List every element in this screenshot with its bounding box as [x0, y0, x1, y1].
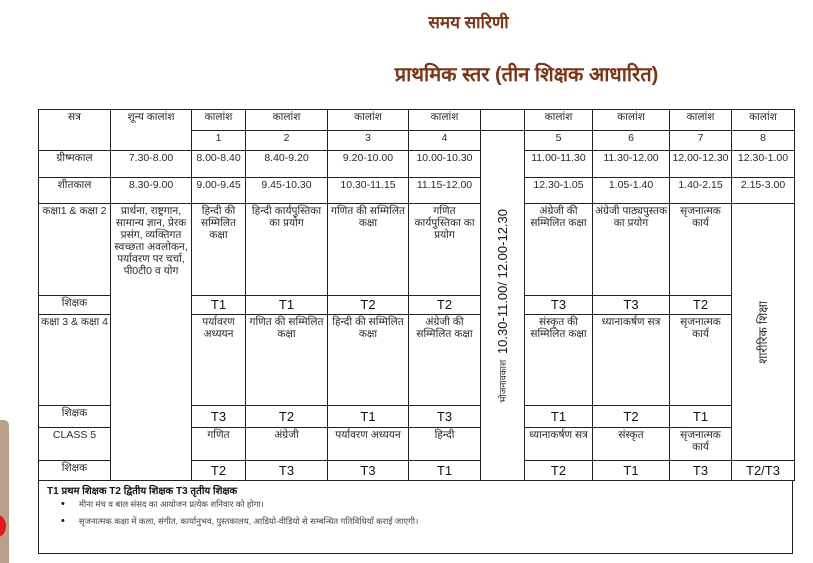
summer-time: 9.20-10.00: [328, 151, 409, 178]
teacher-cell: T2: [593, 406, 670, 428]
physical-education-cell: [732, 204, 795, 461]
teacher-cell: T1: [246, 296, 328, 315]
subject-cell: ध्यानाकर्षण सत्र: [593, 315, 670, 406]
period-number: 8: [732, 131, 795, 151]
winter-time: 10.30-11.15: [328, 178, 409, 204]
winter-zero-time: 8.30-9.00: [111, 178, 192, 204]
winter-time: 9.45-10.30: [246, 178, 328, 204]
teacher-cell: T3: [525, 296, 593, 315]
subject-cell: हिन्दी की सम्मिलित कक्षा: [192, 204, 246, 296]
lunch-break-cell: [481, 131, 525, 481]
lunch-header-blank: [481, 110, 525, 131]
subject-cell: गणित की सम्मिलित कक्षा: [328, 204, 409, 296]
side-decoration: [0, 420, 9, 563]
summer-row: [39, 151, 795, 178]
teacher-label: शिक्षक: [39, 461, 111, 481]
period-header: कालांश: [525, 110, 593, 131]
period-header: कालांश: [328, 110, 409, 131]
subject-cell: अंग्रेजी की सम्मिलित कक्षा: [525, 204, 593, 296]
subject-cell: अंग्रेजी की सम्मिलित कक्षा: [409, 315, 481, 406]
note-item: • सृजनात्मक कक्षा में कला, संगीत, कार्यानुभव, पुस्तकालय, आडियो-वीडियो से सम्बन्धित गतिविधियाँ कराई जाएगी।: [61, 515, 418, 527]
teacher-cell: T2: [246, 406, 328, 428]
teacher-cell: T2: [409, 296, 481, 315]
summer-time: 11.30-12.00: [593, 151, 670, 178]
period-number: 7: [670, 131, 732, 151]
subject-cell: सृजनात्मक कार्य: [670, 315, 732, 406]
class12-row: [39, 204, 795, 296]
summer-time: 12.00-12.30: [670, 151, 732, 178]
lunch-time: 10.30-11.00/ 12.00-12.30: [494, 208, 510, 354]
period-number: 1: [192, 131, 246, 151]
teacher-cell: T3: [246, 461, 328, 481]
subject-cell: पर्यावरण अध्ययन: [192, 315, 246, 406]
red-dot-icon: [0, 515, 6, 537]
subject-cell: हिन्दी की सम्मिलित कक्षा: [328, 315, 409, 406]
period-number: 6: [593, 131, 670, 151]
zero-period-activities: प्रार्थना, राष्ट्रगान, सामान्य ज्ञान, प्रेरक प्रसंग, व्यक्तिगत स्वच्छता अवलोकन, पर्यावरण पर चर्चा, पी0टी0 व योग: [111, 204, 192, 481]
period-number: 2: [246, 131, 328, 151]
physical-education-label: शारीरिक शिक्षा: [756, 300, 770, 364]
teacher-cell: T2/T3: [732, 461, 795, 481]
teacher-cell: T3: [670, 461, 732, 481]
winter-time: 12.30-1.05: [525, 178, 593, 204]
teacher-cell: T1: [525, 406, 593, 428]
timetable: [38, 109, 795, 481]
period-header: कालांश: [409, 110, 481, 131]
subject-cell: गणित कार्यपुस्तिका का प्रयोग: [409, 204, 481, 296]
teacher-cell: T2: [192, 461, 246, 481]
summer-time: 8.00-8.40: [192, 151, 246, 178]
period-header: कालांश: [732, 110, 795, 131]
winter-time: 1.40-2.15: [670, 178, 732, 204]
summer-time: 11.00-11.30: [525, 151, 593, 178]
teacher-cell: T3: [192, 406, 246, 428]
subject-cell: संस्कृत: [593, 428, 670, 461]
period-number: 5: [525, 131, 593, 151]
summer-time: 8.40-9.20: [246, 151, 328, 178]
teacher-cell: T1: [670, 406, 732, 428]
subject-cell: ध्यानाकर्षण सत्र: [525, 428, 593, 461]
lunch-label: भोजनावकाश: [497, 359, 508, 403]
subject-cell: संस्कृत की सम्मिलित कक्षा: [525, 315, 593, 406]
summer-time: 12.30-1.00: [732, 151, 795, 178]
page-title: समय सारिणी: [428, 13, 509, 32]
period-header: कालांश: [593, 110, 670, 131]
subject-cell: गणित की सम्मिलित कक्षा: [246, 315, 328, 406]
teacher-cell: T3: [409, 406, 481, 428]
zero-period-header: शून्य कालांश: [111, 110, 192, 151]
teacher-label: शिक्षक: [39, 296, 111, 315]
teacher-cell: T2: [328, 296, 409, 315]
subject-cell: सृजनात्मक कार्य: [670, 428, 732, 461]
teacher-cell: T1: [328, 406, 409, 428]
teacher-cell: T1: [192, 296, 246, 315]
period-header: कालांश: [246, 110, 328, 131]
summer-label: ग्रीष्मकाल: [39, 151, 111, 178]
page-subtitle: प्राथमिक स्तर (तीन शिक्षक आधारित): [394, 64, 659, 86]
subject-cell: सृजनात्मक कार्य: [670, 204, 732, 296]
period-header: कालांश: [670, 110, 732, 131]
note-item: • मीना मंच व बाल संसद का आयोजन प्रत्येक शनिवार को होगा।: [61, 498, 418, 510]
notes-list: [61, 498, 418, 532]
teacher-legend: T1 प्रथम शिक्षक T2 द्वितीय शिक्षक T3 तृतीय शिक्षक: [47, 486, 238, 497]
class34-label: कक्षा 3 & कक्षा 4: [39, 315, 111, 406]
notes-box: [38, 480, 793, 554]
winter-label: शीतकाल: [39, 178, 111, 204]
winter-row: [39, 178, 795, 204]
subject-cell: अंग्रेजी पाठ्यपुस्तक का प्रयोग: [593, 204, 670, 296]
period-number: 3: [328, 131, 409, 151]
winter-time: 2.15-3.00: [732, 178, 795, 204]
subject-cell: पर्यावरण अध्ययन: [328, 428, 409, 461]
summer-time: 10.00-10.30: [409, 151, 481, 178]
subject-cell: हिन्दी: [409, 428, 481, 461]
teacher-cell: T1: [409, 461, 481, 481]
subject-cell: गणित: [192, 428, 246, 461]
period-header: कालांश: [192, 110, 246, 131]
teacher-cell: T3: [593, 296, 670, 315]
teacher-cell: T1: [593, 461, 670, 481]
period-number: 4: [409, 131, 481, 151]
winter-time: 11.15-12.00: [409, 178, 481, 204]
session-header: सत्र: [39, 110, 111, 151]
teacher-cell: T2: [525, 461, 593, 481]
class12-label: कक्षा1 & कक्षा 2: [39, 204, 111, 296]
subject-cell: अंग्रेजी: [246, 428, 328, 461]
header-row: [39, 110, 795, 131]
summer-zero-time: 7.30-8.00: [111, 151, 192, 178]
teacher-cell: T2: [670, 296, 732, 315]
winter-time: 9.00-9.45: [192, 178, 246, 204]
winter-time: 1.05-1.40: [593, 178, 670, 204]
class5-label: CLASS 5: [39, 428, 111, 461]
subject-cell: हिन्दी कार्यपुस्तिका का प्रयोग: [246, 204, 328, 296]
teacher-cell: T3: [328, 461, 409, 481]
teacher-label: शिक्षक: [39, 406, 111, 428]
